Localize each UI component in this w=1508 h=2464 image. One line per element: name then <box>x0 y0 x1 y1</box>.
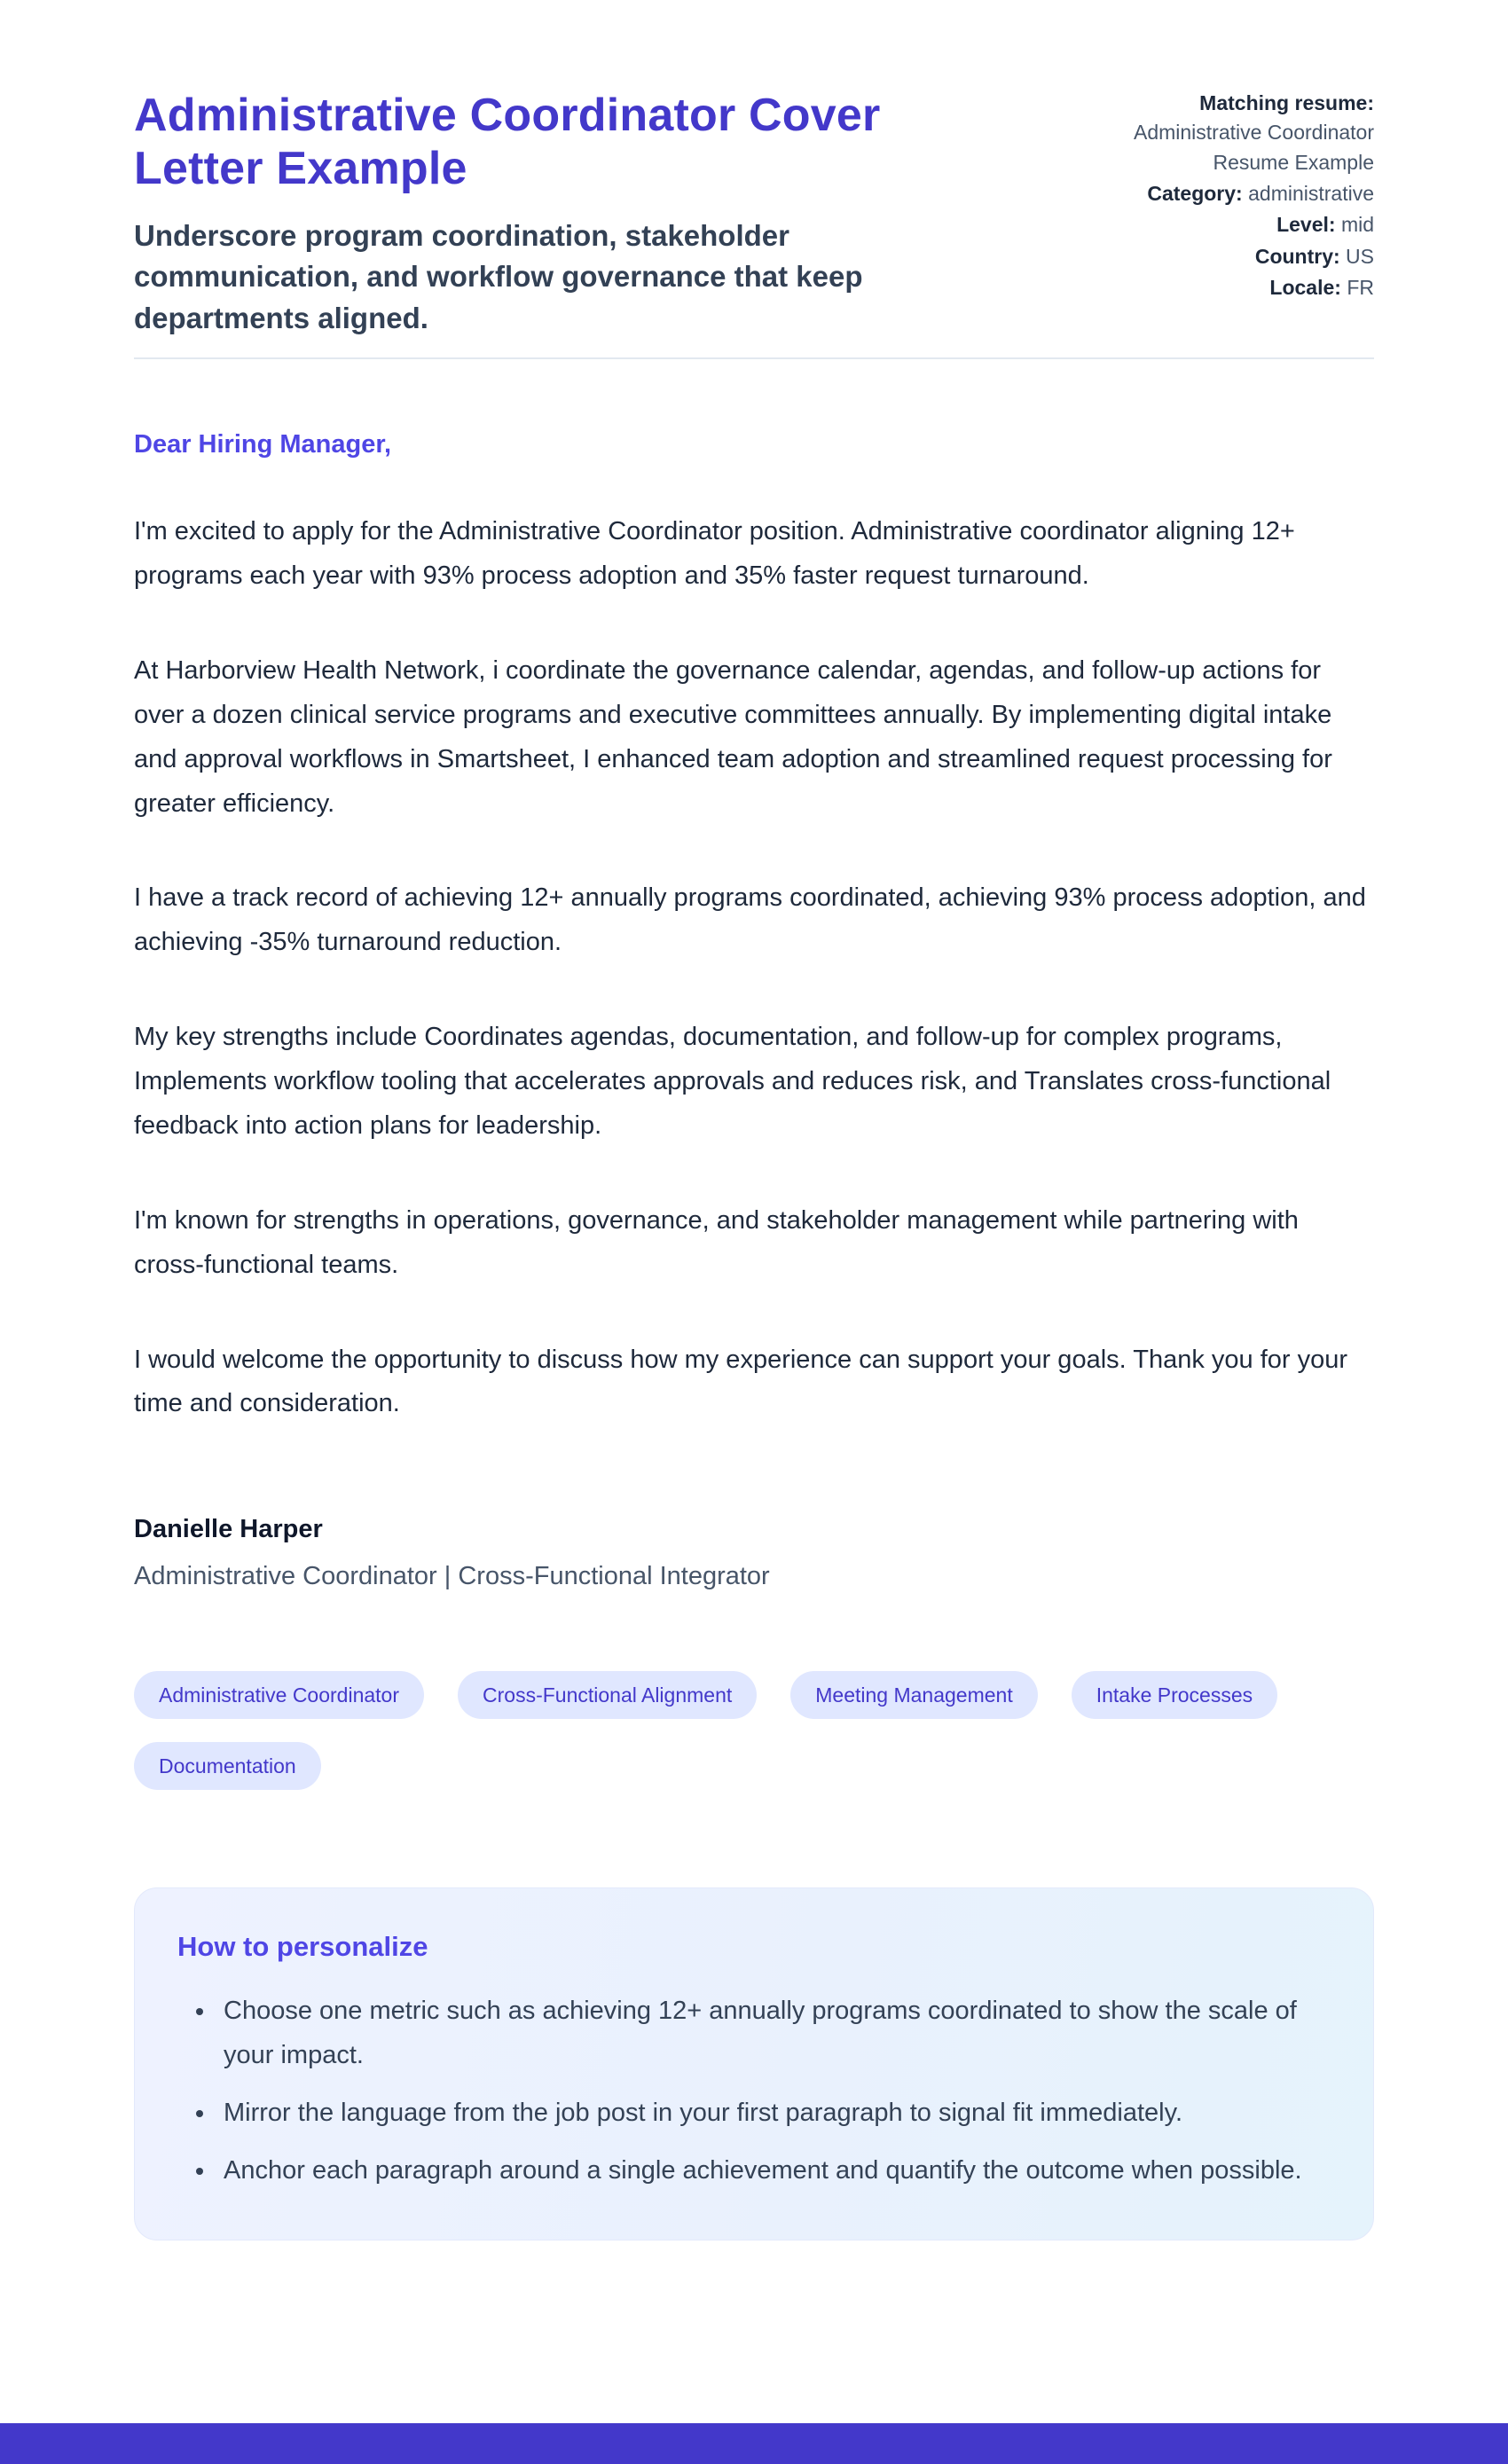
page-subtitle: Underscore program coordination, stakeholder communication, and workflow governance that keep departments aligned. <box>134 218 863 335</box>
tag-pill: Cross-Functional Alignment <box>458 1671 757 1719</box>
meta-row <box>1072 273 1374 302</box>
meta-row <box>1072 179 1374 208</box>
letter-paragraph: My key strengths include Coordinates agendas, documentation, and follow-up for complex programs, Implements workflow tooling that accelerates approvals and reduces risk, and Translates cross-functional feedback into action plans for leadership. <box>134 1023 1331 1140</box>
meta-row-label: Country: <box>1254 244 1340 268</box>
letter-paragraph: I would welcome the opportunity to discuss how my experience can support your goals. Thank you for your time and consideration. <box>134 1345 1348 1418</box>
personalize-bullet: • Choose one metric such as achieving 12+ annually programs coordinated to show the scale of your impact. <box>216 1989 1331 2077</box>
header <box>134 89 1374 340</box>
tag-pill: Documentation <box>134 1742 321 1790</box>
page-title: Administrative Coordinator Cover Letter Example <box>134 90 881 195</box>
header-divider <box>134 357 1374 359</box>
meta-row-label: Category: <box>1147 182 1243 206</box>
letter-body <box>134 430 1374 1591</box>
meta-row-label: Level: <box>1276 213 1336 237</box>
letter-paragraph: I'm excited to apply for the Administrative Coordinator position. Administrative coordinator aligning 12+ programs each year with 93% process adoption and 35% faster request turnaround. <box>134 517 1295 591</box>
cover-letter-page <box>134 0 1374 2240</box>
meta-panel <box>1072 89 1374 302</box>
personalize-bullet: • Mirror the language from the job post in your first paragraph to signal fit immediately. <box>216 2091 1331 2135</box>
footer-bar <box>0 2423 1508 2464</box>
meta-row-value: mid <box>1340 213 1374 237</box>
meta-row <box>1072 210 1374 239</box>
personalize-bullet: • Anchor each paragraph around a single achievement and quantify the outcome when possible. <box>216 2149 1331 2193</box>
personalize-list <box>177 1989 1331 2193</box>
tag-pill: Intake Processes <box>1072 1671 1277 1719</box>
tag-pill: Meeting Management <box>790 1671 1037 1719</box>
matching-resume <box>1072 89 1374 177</box>
signature-name: Danielle Harper <box>134 1515 323 1544</box>
tag-pill: Administrative Coordinator <box>134 1671 424 1719</box>
personalize-box <box>134 1887 1374 2240</box>
letter-paragraphs <box>134 510 1374 1426</box>
letter-paragraph: I have a track record of achieving 12+ annually programs coordinated, achieving 93% process adoption, and achieving -35% turnaround reduction. <box>134 883 1366 957</box>
letter-paragraph: At Harborview Health Network, i coordinate the governance calendar, agendas, and follow-up actions for over a dozen clinical service programs and executive committees annually. By implementing digital intake and approval workflows in Smartsheet, I enhanced team adoption and streamlined request processing for greater efficiency. <box>134 655 1332 818</box>
matching-resume-label: Matching resume: <box>1199 91 1374 114</box>
meta-row-value: FR <box>1347 276 1374 300</box>
signature-title: Administrative Coordinator | Cross-Functional Integrator <box>134 1562 770 1591</box>
meta-row-label: Locale: <box>1269 276 1341 300</box>
letter-paragraph: I'm known for strengths in operations, governance, and stakeholder management while partnering with cross-functional teams. <box>134 1205 1299 1279</box>
personalize-title: How to personalize <box>177 1931 428 1963</box>
meta-row-value: administrative <box>1248 182 1374 206</box>
letter-greeting: Dear Hiring Manager, <box>134 430 392 459</box>
meta-row-value: US <box>1346 244 1374 268</box>
meta-rows <box>1072 179 1374 302</box>
matching-resume-value: Administrative Coordinator Resume Example <box>1133 121 1374 174</box>
header-text-block <box>134 89 902 340</box>
meta-row <box>1072 242 1374 271</box>
tag-list <box>134 1671 1374 1790</box>
